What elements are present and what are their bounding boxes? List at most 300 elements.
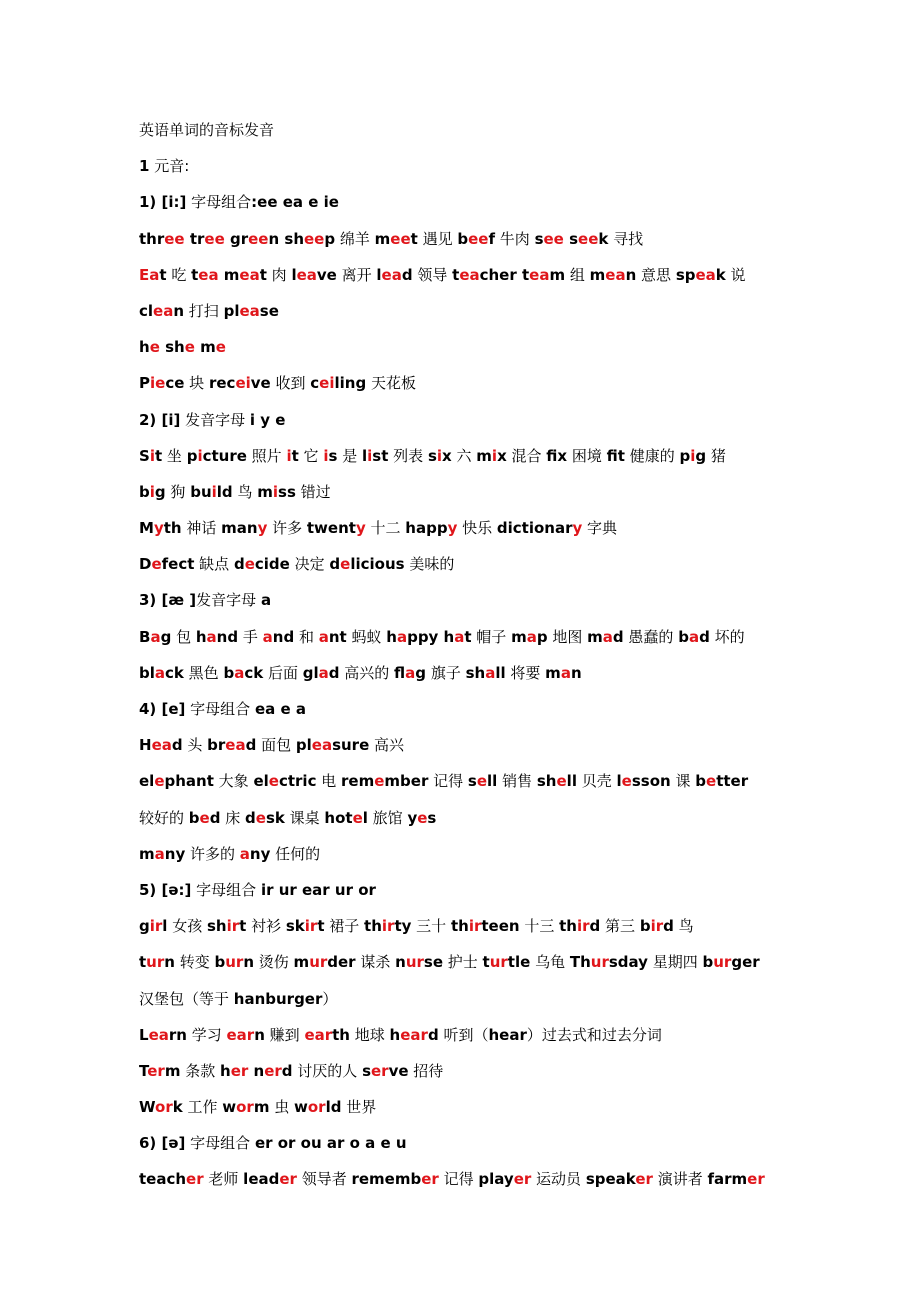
text-normal: 缺点 xyxy=(194,555,234,574)
text-normal: 汉堡包（等于 xyxy=(139,989,234,1008)
text-normal: 肉 xyxy=(266,265,292,284)
word-bold: t xyxy=(317,917,325,936)
word-bold: sh xyxy=(465,663,486,682)
word-bold: nd xyxy=(216,627,239,646)
word-bold: nt xyxy=(328,627,347,646)
highlighted-letters: i xyxy=(323,446,329,465)
word-bold: ir ur ear ur or xyxy=(260,880,376,899)
text-normal: 美味的 xyxy=(404,555,455,574)
word-bold: P xyxy=(139,374,150,393)
highlighted-letters: a xyxy=(602,627,613,646)
highlighted-letters: a xyxy=(318,627,329,646)
highlighted-letters: a xyxy=(405,663,416,682)
highlighted-letters: ea xyxy=(239,301,260,320)
text-normal: 块 xyxy=(184,374,209,393)
word-bold: sure xyxy=(332,736,370,755)
word-bold: rememb xyxy=(351,1170,422,1189)
text-normal: 贝壳 xyxy=(576,772,617,791)
text-normal: 学习 xyxy=(186,1025,227,1044)
text-line xyxy=(139,1017,809,1053)
word-bold: n xyxy=(395,953,406,972)
word-bold: g xyxy=(415,663,427,682)
text-normal: 课 xyxy=(670,772,696,791)
word-bold: cture xyxy=(202,446,247,465)
text-normal: 课桌 xyxy=(284,808,325,827)
highlighted-letters: a xyxy=(318,663,329,682)
text-normal: 英语单词的音标发音 xyxy=(139,121,275,139)
word-bold: ec xyxy=(216,374,236,393)
word-bold: se xyxy=(423,953,443,972)
word-bold: d xyxy=(329,555,341,574)
text-normal: 领导者 xyxy=(296,1170,352,1189)
text-normal: 健康的 xyxy=(624,446,680,465)
text-normal: 烫伤 xyxy=(254,953,294,972)
text-normal: 元音: xyxy=(149,157,190,176)
highlighted-letters: i xyxy=(149,446,155,465)
highlighted-letters: ir xyxy=(468,917,482,936)
word-bold: x xyxy=(497,446,507,465)
text-normal: 遇见 xyxy=(417,229,458,248)
text-line xyxy=(139,148,809,184)
word-bold: teach xyxy=(139,1170,187,1189)
word-bold: nd xyxy=(272,627,295,646)
word-bold: y xyxy=(407,808,418,827)
word-bold: 6) [ə] xyxy=(139,1134,186,1153)
word-bold: s xyxy=(427,446,437,465)
word-bold: t xyxy=(452,265,460,284)
word-bold: s xyxy=(534,229,544,248)
highlighted-letters: er xyxy=(264,1061,282,1080)
text-normal: 领导 xyxy=(412,265,453,284)
text-normal: 后面 xyxy=(263,663,303,682)
text-normal: 星期四 xyxy=(647,953,703,972)
word-bold: a xyxy=(260,591,272,610)
text-normal: ）过去式和过去分词 xyxy=(526,1025,662,1044)
text-line xyxy=(139,438,809,474)
text-normal: 神话 xyxy=(181,519,222,538)
text-normal: 较好的 xyxy=(139,808,189,827)
word-bold: n xyxy=(248,1061,265,1080)
word-bold: p xyxy=(679,446,691,465)
highlighted-letters: ea xyxy=(198,265,219,284)
word-bold: n xyxy=(625,265,637,284)
word-bold: h xyxy=(220,1061,231,1080)
word-bold: h xyxy=(389,1025,401,1044)
text-normal: ） xyxy=(322,989,338,1008)
text-normal: 旅馆 xyxy=(367,808,408,827)
text-normal: 面包 xyxy=(256,736,296,755)
highlighted-letters: ea xyxy=(225,736,246,755)
word-bold: w xyxy=(294,1098,308,1117)
word-bold: g xyxy=(160,627,172,646)
word-bold: rem xyxy=(341,772,375,791)
word-bold: s xyxy=(563,229,579,248)
text-normal: 护士 xyxy=(443,953,483,972)
text-normal: 组 xyxy=(565,265,590,284)
highlighted-letters: e xyxy=(184,338,195,357)
word-bold: ny xyxy=(164,844,186,863)
text-normal: 工作 xyxy=(182,1098,223,1117)
word-bold: licious xyxy=(350,555,405,574)
text-normal: 收到 xyxy=(270,374,311,393)
word-bold: x xyxy=(442,446,452,465)
word-bold: b xyxy=(695,772,706,791)
highlighted-letters: e xyxy=(154,772,165,791)
highlighted-letters: or xyxy=(307,1098,326,1117)
word-bold: T xyxy=(139,1061,148,1080)
text-normal: 错过 xyxy=(295,482,331,501)
highlighted-letters: ea xyxy=(529,265,550,284)
highlighted-letters: ea xyxy=(381,265,402,284)
word-bold: k xyxy=(715,265,726,284)
highlighted-letters: i xyxy=(491,446,498,465)
word-bold: tter xyxy=(716,772,749,791)
word-bold: d xyxy=(281,1061,293,1080)
word-bold: p xyxy=(324,229,336,248)
word-bold: i y e xyxy=(249,410,286,429)
word-bold: d xyxy=(663,917,674,936)
highlighted-letters: a xyxy=(396,627,408,646)
word-bold: W xyxy=(139,1098,156,1117)
word-bold: ld xyxy=(325,1098,342,1117)
word-bold: gr xyxy=(224,229,249,248)
word-bold: ny xyxy=(249,844,271,863)
text-normal: 牛肉 xyxy=(495,229,535,248)
highlighted-letters: a xyxy=(234,663,245,682)
text-normal: 转变 xyxy=(174,953,215,972)
word-bold: b xyxy=(457,229,469,248)
text-normal: 和 xyxy=(294,627,319,646)
word-bold: ck xyxy=(244,663,264,682)
word-bold: :ee ea e ie xyxy=(251,193,339,212)
word-bold: sh xyxy=(207,917,227,936)
text-normal: 老师 xyxy=(203,1170,244,1189)
word-bold: bl xyxy=(139,663,155,682)
text-normal: 虫 xyxy=(269,1098,294,1117)
word-bold: t xyxy=(139,953,147,972)
highlighted-letters: ea xyxy=(311,736,333,755)
text-normal: 招待 xyxy=(408,1061,444,1080)
highlighted-letters: ur xyxy=(590,953,609,972)
text-normal: 将要 xyxy=(505,663,546,682)
text-line xyxy=(139,329,809,365)
highlighted-letters: ur xyxy=(405,953,424,972)
highlighted-letters: ea xyxy=(148,1025,169,1044)
word-bold: l xyxy=(362,808,368,827)
highlighted-letters: ee xyxy=(164,229,185,248)
text-normal: 任何的 xyxy=(270,844,321,863)
text-normal: 记得 xyxy=(438,1170,479,1189)
word-bold: 1) [i:] xyxy=(139,193,187,212)
text-normal: 字母组合 xyxy=(191,880,261,899)
text-line xyxy=(139,474,809,510)
document-body xyxy=(139,112,809,1198)
word-bold: n xyxy=(173,301,185,320)
highlighted-letters: e xyxy=(417,808,428,827)
text-normal: 演讲者 xyxy=(652,1170,708,1189)
text-normal: 高兴 xyxy=(369,736,405,755)
word-bold: d xyxy=(245,808,256,827)
highlighted-letters: e xyxy=(352,808,363,827)
highlighted-letters: e xyxy=(215,338,226,357)
word-bold: m xyxy=(511,627,527,646)
word-bold: D xyxy=(139,555,152,574)
text-normal: 坐 xyxy=(162,446,187,465)
word-bold: d xyxy=(699,627,710,646)
text-normal: 列表 xyxy=(388,446,428,465)
highlighted-letters: e xyxy=(244,555,255,574)
word-bold: ll xyxy=(487,772,498,791)
text-normal: 赚到 xyxy=(264,1025,305,1044)
word-bold: k xyxy=(598,229,609,248)
highlighted-letters: ea xyxy=(695,265,716,284)
word-bold: r xyxy=(168,1025,177,1044)
word-bold: sh xyxy=(159,338,185,357)
text-normal: 运动员 xyxy=(531,1170,586,1189)
word-bold: d xyxy=(401,265,413,284)
highlighted-letters: e xyxy=(621,772,632,791)
highlighted-letters: ir xyxy=(381,917,395,936)
word-bold: g xyxy=(139,917,150,936)
word-bold: t xyxy=(239,917,247,936)
word-bold: 2) [i] xyxy=(139,410,181,429)
word-bold: h xyxy=(195,627,207,646)
text-line xyxy=(139,1053,809,1089)
text-line xyxy=(139,872,809,908)
word-bold: S xyxy=(139,446,150,465)
word-bold: d xyxy=(171,736,183,755)
word-bold: m xyxy=(293,953,310,972)
highlighted-letters: ear xyxy=(226,1025,255,1044)
word-bold: sh xyxy=(536,772,557,791)
text-normal: 字母组合 xyxy=(185,700,255,718)
word-bold: ll xyxy=(566,772,577,791)
highlighted-letters: e xyxy=(255,808,266,827)
word-bold: s xyxy=(328,446,338,465)
text-line xyxy=(139,836,809,872)
highlighted-letters: er xyxy=(421,1170,439,1189)
word-bold: cide xyxy=(254,555,290,574)
text-normal: 听到（ xyxy=(438,1025,489,1044)
highlighted-letters: er xyxy=(635,1170,653,1189)
word-bold: m xyxy=(476,446,492,465)
word-bold: l xyxy=(616,772,622,791)
text-normal: 女孩 xyxy=(167,917,207,936)
text-normal: 是 xyxy=(337,446,362,465)
text-normal: 鸟 xyxy=(673,917,694,936)
word-bold: f xyxy=(488,229,496,248)
highlighted-letters: ee xyxy=(468,229,489,248)
text-normal: 裙子 xyxy=(324,917,365,936)
text-normal: 说 xyxy=(725,265,746,284)
word-bold: hanburger xyxy=(233,989,323,1008)
word-bold: t xyxy=(191,265,199,284)
text-normal: 坏的 xyxy=(709,627,745,646)
highlighted-letters: i xyxy=(272,482,279,501)
word-bold: 4) [e] xyxy=(139,700,186,718)
word-bold: man xyxy=(221,519,258,538)
word-bold: cher t xyxy=(479,265,530,284)
word-bold: ling xyxy=(334,374,367,393)
highlighted-letters: a xyxy=(239,844,250,863)
text-normal: 地图 xyxy=(547,627,588,646)
highlighted-letters: i xyxy=(690,446,696,465)
word-bold: pl xyxy=(295,736,312,755)
text-normal: 愚蠢的 xyxy=(623,627,679,646)
text-normal: 绵羊 xyxy=(335,229,375,248)
word-bold: m xyxy=(139,844,155,863)
word-bold: r xyxy=(208,374,217,393)
text-normal: 地球 xyxy=(350,1025,390,1044)
highlighted-letters: er xyxy=(147,1061,165,1080)
text-line xyxy=(139,402,809,438)
text-line xyxy=(139,691,809,727)
text-normal: 世界 xyxy=(341,1098,377,1117)
word-bold: bu xyxy=(190,482,212,501)
text-normal: 决定 xyxy=(289,555,330,574)
highlighted-letters: ie xyxy=(150,374,166,393)
highlighted-letters: ir xyxy=(304,917,318,936)
highlighted-letters: i xyxy=(367,446,373,465)
highlighted-letters: ir xyxy=(650,917,664,936)
highlighted-letters: ee xyxy=(304,229,325,248)
highlighted-letters: e xyxy=(340,555,351,574)
text-normal: 鸟 xyxy=(232,482,258,501)
text-line xyxy=(139,1161,809,1197)
word-bold: ve xyxy=(250,374,271,393)
highlighted-letters: a xyxy=(154,844,165,863)
text-normal: 床 xyxy=(220,808,246,827)
text-normal: 照片 xyxy=(246,446,287,465)
text-normal: 十二 xyxy=(365,519,406,538)
word-bold: b xyxy=(139,482,150,501)
highlighted-letters: ea xyxy=(296,265,317,284)
word-bold: Th xyxy=(569,953,591,972)
word-bold: m xyxy=(587,627,603,646)
text-line xyxy=(139,582,809,618)
text-normal: 字母组合 xyxy=(186,193,252,212)
highlighted-letters: or xyxy=(155,1098,173,1117)
highlighted-letters: ee xyxy=(248,229,269,248)
word-bold: farm xyxy=(707,1170,748,1189)
word-bold: ger xyxy=(731,953,760,972)
highlighted-letters: ee xyxy=(578,229,599,248)
word-bold: ppy h xyxy=(407,627,455,646)
word-bold: th xyxy=(364,917,382,936)
word-bold: p xyxy=(536,627,548,646)
text-normal: 意思 xyxy=(636,265,676,284)
word-bold: se xyxy=(259,301,279,320)
word-bold: d xyxy=(612,627,624,646)
word-bold: happ xyxy=(405,519,448,538)
text-line xyxy=(139,546,809,582)
word-bold: st xyxy=(372,446,389,465)
word-bold: f xyxy=(606,446,618,465)
word-bold: ve xyxy=(316,265,337,284)
text-normal: 许多 xyxy=(267,519,307,538)
word-bold: twent xyxy=(306,519,356,538)
word-bold: m xyxy=(374,229,391,248)
text-normal: 手 xyxy=(238,627,263,646)
word-bold: pl xyxy=(223,301,240,320)
word-bold: m xyxy=(545,663,561,682)
highlighted-letters: ur xyxy=(225,953,244,972)
word-bold: th xyxy=(559,917,577,936)
text-normal: 天花板 xyxy=(366,374,416,393)
highlighted-letters: i xyxy=(197,446,203,465)
word-bold: d xyxy=(328,663,340,682)
highlighted-letters: ei xyxy=(235,374,251,393)
word-bold: d xyxy=(589,917,601,936)
highlighted-letters: er xyxy=(230,1061,249,1080)
word-bold: s xyxy=(467,772,477,791)
word-bold: gl xyxy=(302,663,319,682)
word-bold: m xyxy=(589,265,606,284)
highlighted-letters: a xyxy=(688,627,700,646)
highlighted-letters: ee xyxy=(543,229,564,248)
text-normal: 十三 xyxy=(519,917,560,936)
highlighted-letters: a xyxy=(150,627,161,646)
text-line xyxy=(139,800,809,836)
word-bold: k xyxy=(172,1098,183,1117)
word-bold: mber xyxy=(384,772,429,791)
text-normal: 高兴的 xyxy=(339,663,395,682)
text-normal: 快乐 xyxy=(457,519,497,538)
word-bold: lead xyxy=(243,1170,280,1189)
highlighted-letters: e xyxy=(268,772,279,791)
word-bold: t xyxy=(291,446,299,465)
word-bold: b xyxy=(702,953,714,972)
word-bold: g xyxy=(695,446,707,465)
text-normal: 讨厌的人 xyxy=(292,1061,363,1080)
word-bold: ll xyxy=(495,663,506,682)
word-bold: n xyxy=(164,953,175,972)
highlighted-letters: ee xyxy=(204,229,225,248)
word-bold: d xyxy=(245,736,257,755)
word-bold: B xyxy=(139,627,151,646)
word-bold: b xyxy=(223,663,235,682)
word-bold: sk xyxy=(265,808,285,827)
highlighted-letters: a xyxy=(206,627,217,646)
highlighted-letters: e xyxy=(151,555,162,574)
word-bold: b xyxy=(188,808,200,827)
word-bold: er or ou ar o a e u xyxy=(254,1134,407,1153)
text-normal: 吃 xyxy=(166,265,192,284)
word-bold: m xyxy=(194,338,216,357)
text-line xyxy=(139,981,809,1017)
word-bold: s xyxy=(362,1061,371,1080)
highlighted-letters: i xyxy=(286,446,292,465)
highlighted-letters: or xyxy=(236,1098,254,1117)
text-normal: 记得 xyxy=(428,772,468,791)
word-bold: w xyxy=(222,1098,237,1117)
highlighted-letters: a xyxy=(262,627,273,646)
highlighted-letters: ea xyxy=(459,265,480,284)
word-bold: ctric xyxy=(278,772,317,791)
highlighted-letters: a xyxy=(454,627,465,646)
highlighted-letters: er xyxy=(513,1170,532,1189)
word-bold: th xyxy=(163,519,182,538)
highlighted-letters: i xyxy=(436,446,443,465)
word-bold: 1 xyxy=(139,157,150,176)
text-line xyxy=(139,293,809,329)
text-normal: 三十 xyxy=(411,917,451,936)
text-normal: 发音字母 xyxy=(196,591,261,610)
highlighted-letters: i xyxy=(149,482,155,501)
word-bold: sk xyxy=(285,917,305,936)
highlighted-letters: a xyxy=(154,663,166,682)
highlighted-letters: e xyxy=(374,772,385,791)
